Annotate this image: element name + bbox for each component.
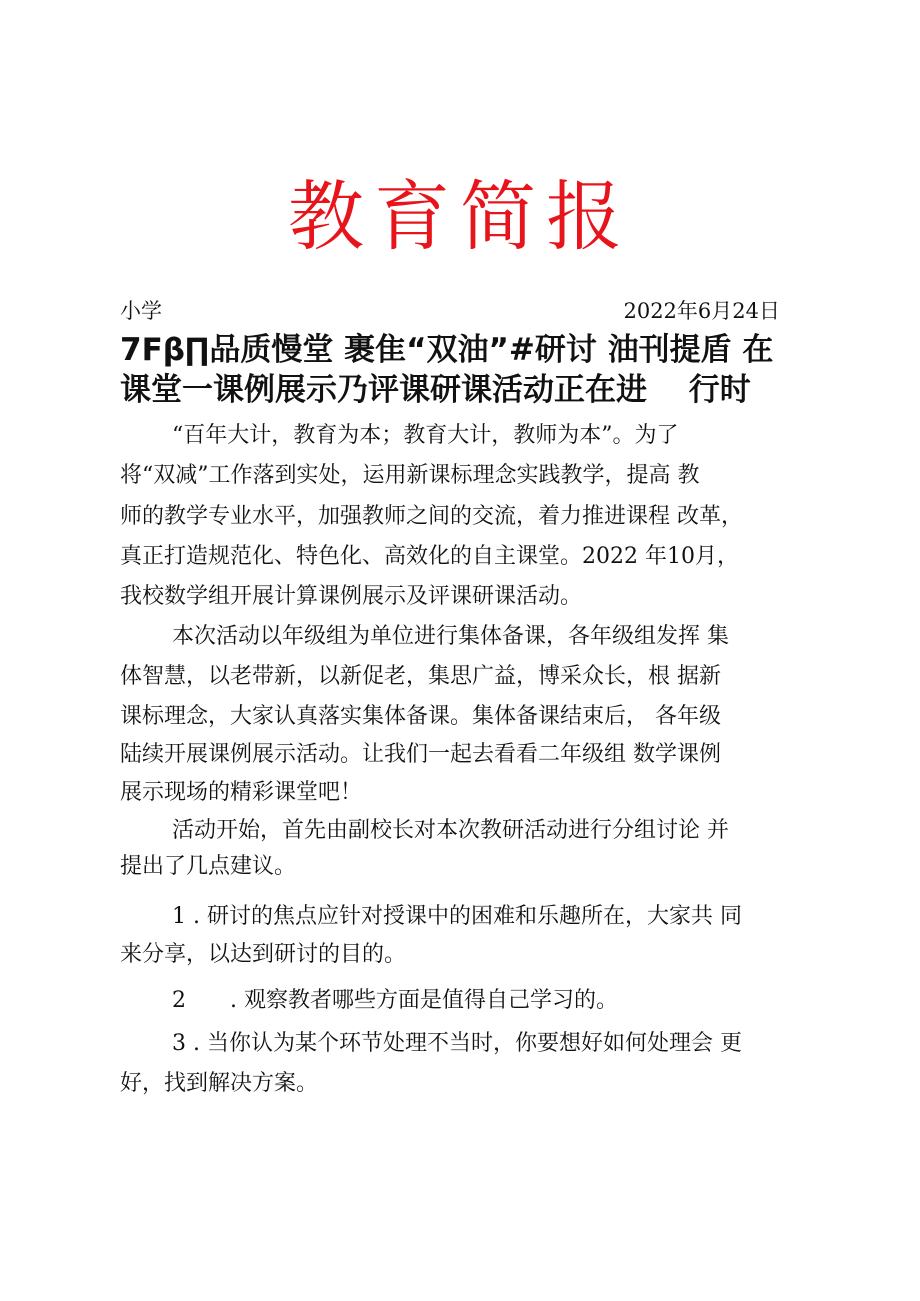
paragraph-line: 我校数学组开展计算课例展示及评课研课活动。	[120, 584, 583, 609]
suggestion-line: 来分享，以达到研讨的目的。	[120, 942, 407, 967]
headline-line-2: 课堂一课例展示乃评课研课活动正在进 行时	[120, 372, 751, 408]
paragraph-line: 课标理念，大家认真落实集体备课。集体备课结束后， 各年级	[120, 704, 721, 729]
paragraph-line: 师的教学专业水平，加强教师之间的交流，着力推进课程 改革，	[120, 504, 743, 529]
suggestion-line: 1 . 研讨的焦点应针对授课中的困难和乐趣所在，大家共 同	[172, 904, 742, 929]
headline-line-1: 7Fβ∏品质慢堂 裹隹“双油”#研讨 油刊提盾 在	[120, 332, 774, 368]
issue-date: 2022年6月24日	[623, 299, 780, 323]
paragraph-line: 体智慧，以老带新，以新促老，集思广益，博采众长，根 据新	[120, 664, 721, 689]
paragraph-line: 真正打造规范化、特色化、高效化的自主课堂。2022 年10月，	[120, 544, 739, 569]
school-name: 小学	[120, 299, 162, 323]
article-headline	[120, 330, 810, 410]
paragraph-line: 活动开始，首先由副校长对本次教研活动进行分组讨论 并	[172, 818, 729, 843]
paragraph-line: 展示现场的精彩课堂吧！	[120, 780, 363, 805]
paragraph-line: 本次活动以年级组为单位进行集体备课，各年级组发挥 集	[172, 624, 729, 649]
paragraph-line: 提出了几点建议。	[120, 854, 297, 879]
suggestion-line: 3 . 当你认为某个环节处理不当时，你要想好如何处理会 更	[172, 1031, 742, 1056]
suggestion-line: 好，找到解决方案。	[120, 1071, 319, 1096]
paragraph-line: “百年大计，教育为本；教育大计，教师为本”。为了	[172, 423, 679, 448]
masthead-title: 教育简报	[288, 172, 632, 261]
suggestion-line: 2 . 观察教者哪些方面是值得自己学习的。	[172, 988, 618, 1013]
paragraph-line: 将“双减”工作落到实处，运用新课标理念实践教学，提高 教	[120, 463, 700, 488]
meta-row	[120, 296, 780, 326]
paragraph-line: 陆续开展课例展示活动。让我们一起去看看二年级组 数学课例	[120, 742, 721, 767]
